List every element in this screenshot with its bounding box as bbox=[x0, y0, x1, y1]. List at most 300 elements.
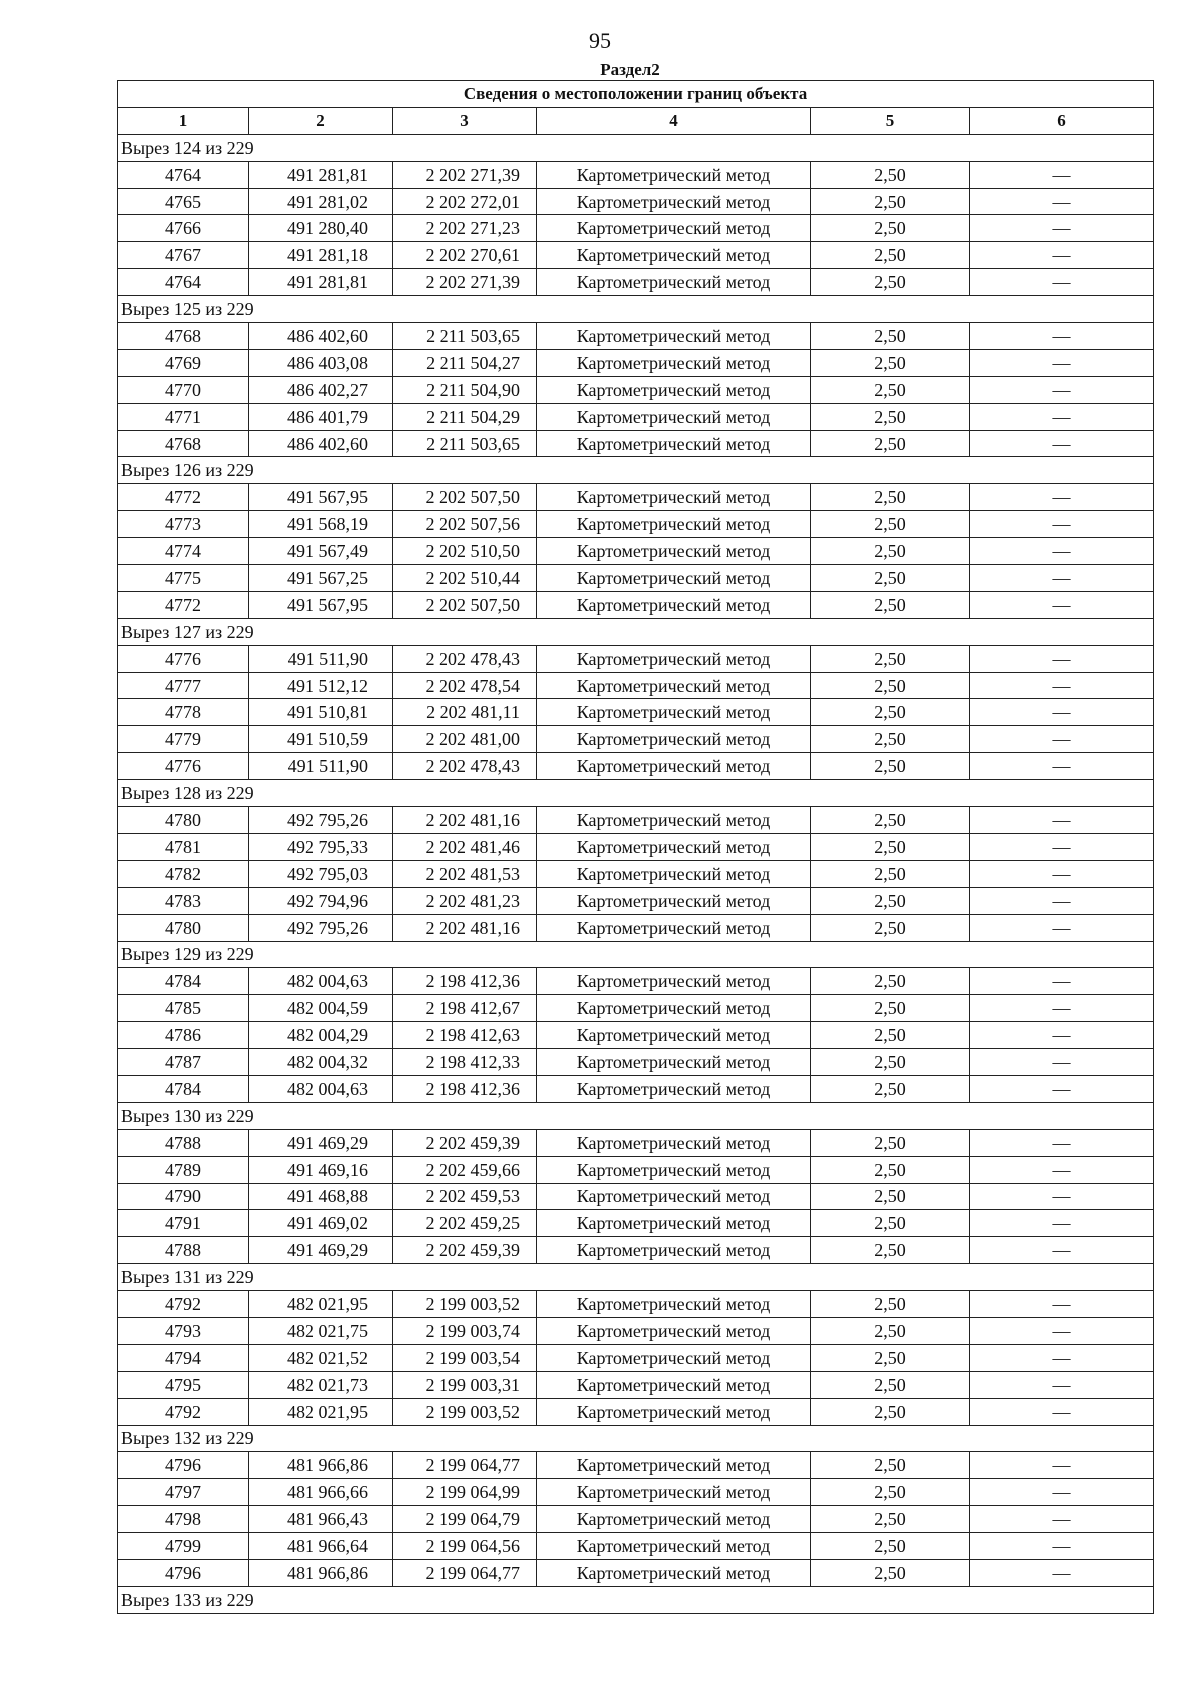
method-cell: Картометрический метод bbox=[537, 430, 811, 457]
point-number-cell: 4784 bbox=[118, 1075, 249, 1102]
accuracy-cell: 2,50 bbox=[811, 484, 970, 511]
point-number-cell: 4794 bbox=[118, 1344, 249, 1371]
table-row bbox=[118, 914, 1154, 941]
point-number-cell: 4764 bbox=[118, 269, 249, 296]
y-coordinate-cell: 2 202 271,39 bbox=[393, 269, 537, 296]
point-number-cell: 4779 bbox=[118, 726, 249, 753]
x-coordinate-cell: 491 512,12 bbox=[249, 672, 393, 699]
accuracy-cell: 2,50 bbox=[811, 726, 970, 753]
method-cell: Картометрический метод bbox=[537, 1210, 811, 1237]
x-coordinate-cell: 492 795,33 bbox=[249, 833, 393, 860]
y-coordinate-cell: 2 202 507,50 bbox=[393, 484, 537, 511]
x-coordinate-cell: 491 510,59 bbox=[249, 726, 393, 753]
accuracy-cell: 2,50 bbox=[811, 807, 970, 834]
x-coordinate-cell: 482 004,29 bbox=[249, 1022, 393, 1049]
section-title: Раздел2 bbox=[600, 60, 660, 79]
y-coordinate-cell: 2 198 412,33 bbox=[393, 1049, 537, 1076]
accuracy-cell: 2,50 bbox=[811, 242, 970, 269]
accuracy-cell: 2,50 bbox=[811, 376, 970, 403]
description-cell: — bbox=[970, 672, 1154, 699]
point-number-cell: 4796 bbox=[118, 1452, 249, 1479]
table-row bbox=[118, 833, 1154, 860]
table-row bbox=[118, 1317, 1154, 1344]
point-number-cell: 4765 bbox=[118, 188, 249, 215]
y-coordinate-cell: 2 199 003,52 bbox=[393, 1291, 537, 1318]
accuracy-cell: 2,50 bbox=[811, 1452, 970, 1479]
y-coordinate-cell: 2 202 481,23 bbox=[393, 887, 537, 914]
point-number-cell: 4764 bbox=[118, 161, 249, 188]
description-cell: — bbox=[970, 565, 1154, 592]
accuracy-cell: 2,50 bbox=[811, 188, 970, 215]
description-cell: — bbox=[970, 591, 1154, 618]
boundary-table bbox=[117, 80, 1154, 1614]
accuracy-cell: 2,50 bbox=[811, 1506, 970, 1533]
y-coordinate-cell: 2 211 503,65 bbox=[393, 430, 537, 457]
description-cell: — bbox=[970, 1371, 1154, 1398]
table-row bbox=[118, 1210, 1154, 1237]
table-row bbox=[118, 807, 1154, 834]
column-header-4: 4 bbox=[537, 107, 811, 134]
x-coordinate-cell: 491 281,18 bbox=[249, 242, 393, 269]
x-coordinate-cell: 482 004,63 bbox=[249, 1075, 393, 1102]
y-coordinate-cell: 2 199 064,56 bbox=[393, 1533, 537, 1560]
point-number-cell: 4783 bbox=[118, 887, 249, 914]
description-cell: — bbox=[970, 914, 1154, 941]
description-cell: — bbox=[970, 699, 1154, 726]
x-coordinate-cell: 491 469,02 bbox=[249, 1210, 393, 1237]
table-row bbox=[118, 349, 1154, 376]
table-row bbox=[118, 1237, 1154, 1264]
point-number-cell: 4797 bbox=[118, 1479, 249, 1506]
point-number-cell: 4798 bbox=[118, 1506, 249, 1533]
method-cell: Картометрический метод bbox=[537, 995, 811, 1022]
accuracy-cell: 2,50 bbox=[811, 1049, 970, 1076]
point-number-cell: 4776 bbox=[118, 753, 249, 780]
table-row bbox=[118, 269, 1154, 296]
point-number-cell: 4771 bbox=[118, 403, 249, 430]
method-cell: Картометрический метод bbox=[537, 1344, 811, 1371]
method-cell: Картометрический метод bbox=[537, 1452, 811, 1479]
y-coordinate-cell: 2 202 459,39 bbox=[393, 1129, 537, 1156]
method-cell: Картометрический метод bbox=[537, 1156, 811, 1183]
x-coordinate-cell: 491 469,16 bbox=[249, 1156, 393, 1183]
x-coordinate-cell: 492 795,26 bbox=[249, 807, 393, 834]
accuracy-cell: 2,50 bbox=[811, 995, 970, 1022]
table-row bbox=[118, 403, 1154, 430]
x-coordinate-cell: 486 402,60 bbox=[249, 323, 393, 350]
method-cell: Картометрический метод bbox=[537, 887, 811, 914]
y-coordinate-cell: 2 199 003,74 bbox=[393, 1317, 537, 1344]
point-number-cell: 4790 bbox=[118, 1183, 249, 1210]
accuracy-cell: 2,50 bbox=[811, 1317, 970, 1344]
point-number-cell: 4777 bbox=[118, 672, 249, 699]
group-label: Вырез 124 из 229 bbox=[118, 134, 1154, 161]
point-number-cell: 4793 bbox=[118, 1317, 249, 1344]
column-header-6: 6 bbox=[970, 107, 1154, 134]
x-coordinate-cell: 491 469,29 bbox=[249, 1237, 393, 1264]
point-number-cell: 4776 bbox=[118, 645, 249, 672]
description-cell: — bbox=[970, 215, 1154, 242]
y-coordinate-cell: 2 211 504,27 bbox=[393, 349, 537, 376]
point-number-cell: 4787 bbox=[118, 1049, 249, 1076]
x-coordinate-cell: 492 795,03 bbox=[249, 860, 393, 887]
table-body bbox=[118, 134, 1154, 1613]
x-coordinate-cell: 482 004,63 bbox=[249, 968, 393, 995]
description-cell: — bbox=[970, 1533, 1154, 1560]
point-number-cell: 4789 bbox=[118, 1156, 249, 1183]
accuracy-cell: 2,50 bbox=[811, 860, 970, 887]
method-cell: Картометрический метод bbox=[537, 753, 811, 780]
method-cell: Картометрический метод bbox=[537, 860, 811, 887]
description-cell: — bbox=[970, 1022, 1154, 1049]
y-coordinate-cell: 2 198 412,36 bbox=[393, 1075, 537, 1102]
table-row bbox=[118, 1559, 1154, 1586]
table-row bbox=[118, 645, 1154, 672]
accuracy-cell: 2,50 bbox=[811, 269, 970, 296]
accuracy-cell: 2,50 bbox=[811, 887, 970, 914]
group-header-row bbox=[118, 457, 1154, 484]
description-cell: — bbox=[970, 269, 1154, 296]
point-number-cell: 4780 bbox=[118, 914, 249, 941]
point-number-cell: 4781 bbox=[118, 833, 249, 860]
description-cell: — bbox=[970, 376, 1154, 403]
method-cell: Картометрический метод bbox=[537, 1291, 811, 1318]
description-cell: — bbox=[970, 1075, 1154, 1102]
method-cell: Картометрический метод bbox=[537, 1533, 811, 1560]
table-row bbox=[118, 538, 1154, 565]
y-coordinate-cell: 2 211 503,65 bbox=[393, 323, 537, 350]
x-coordinate-cell: 491 567,25 bbox=[249, 565, 393, 592]
x-coordinate-cell: 491 567,95 bbox=[249, 484, 393, 511]
y-coordinate-cell: 2 202 507,56 bbox=[393, 511, 537, 538]
accuracy-cell: 2,50 bbox=[811, 914, 970, 941]
description-cell: — bbox=[970, 968, 1154, 995]
method-cell: Картометрический метод bbox=[537, 591, 811, 618]
x-coordinate-cell: 491 511,90 bbox=[249, 645, 393, 672]
y-coordinate-cell: 2 199 064,77 bbox=[393, 1559, 537, 1586]
y-coordinate-cell: 2 198 412,67 bbox=[393, 995, 537, 1022]
point-number-cell: 4799 bbox=[118, 1533, 249, 1560]
accuracy-cell: 2,50 bbox=[811, 403, 970, 430]
point-number-cell: 4784 bbox=[118, 968, 249, 995]
table-row bbox=[118, 1506, 1154, 1533]
accuracy-cell: 2,50 bbox=[811, 672, 970, 699]
table-row bbox=[118, 1371, 1154, 1398]
x-coordinate-cell: 486 402,60 bbox=[249, 430, 393, 457]
method-cell: Картометрический метод bbox=[537, 1049, 811, 1076]
group-label: Вырез 126 из 229 bbox=[118, 457, 1154, 484]
method-cell: Картометрический метод bbox=[537, 1183, 811, 1210]
table-row bbox=[118, 591, 1154, 618]
description-cell: — bbox=[970, 807, 1154, 834]
accuracy-cell: 2,50 bbox=[811, 1479, 970, 1506]
group-header-row bbox=[118, 1264, 1154, 1291]
x-coordinate-cell: 482 021,95 bbox=[249, 1398, 393, 1425]
point-number-cell: 4774 bbox=[118, 538, 249, 565]
x-coordinate-cell: 491 281,81 bbox=[249, 269, 393, 296]
method-cell: Картометрический метод bbox=[537, 161, 811, 188]
point-number-cell: 4788 bbox=[118, 1129, 249, 1156]
description-cell: — bbox=[970, 1049, 1154, 1076]
column-header-1: 1 bbox=[118, 107, 249, 134]
description-cell: — bbox=[970, 161, 1154, 188]
method-cell: Картометрический метод bbox=[537, 1559, 811, 1586]
table-row bbox=[118, 1129, 1154, 1156]
group-header-row bbox=[118, 1425, 1154, 1452]
x-coordinate-cell: 481 966,43 bbox=[249, 1506, 393, 1533]
table-row bbox=[118, 1075, 1154, 1102]
x-coordinate-cell: 482 021,52 bbox=[249, 1344, 393, 1371]
description-cell: — bbox=[970, 833, 1154, 860]
table-row bbox=[118, 511, 1154, 538]
method-cell: Картометрический метод bbox=[537, 484, 811, 511]
description-cell: — bbox=[970, 860, 1154, 887]
method-cell: Картометрический метод bbox=[537, 376, 811, 403]
description-cell: — bbox=[970, 1398, 1154, 1425]
y-coordinate-cell: 2 202 478,43 bbox=[393, 753, 537, 780]
table-row bbox=[118, 887, 1154, 914]
description-cell: — bbox=[970, 645, 1154, 672]
x-coordinate-cell: 491 511,90 bbox=[249, 753, 393, 780]
method-cell: Картометрический метод bbox=[537, 269, 811, 296]
accuracy-cell: 2,50 bbox=[811, 1075, 970, 1102]
x-coordinate-cell: 481 966,86 bbox=[249, 1452, 393, 1479]
group-label: Вырез 133 из 229 bbox=[118, 1586, 1154, 1613]
point-number-cell: 4782 bbox=[118, 860, 249, 887]
y-coordinate-cell: 2 202 478,54 bbox=[393, 672, 537, 699]
accuracy-cell: 2,50 bbox=[811, 1022, 970, 1049]
table-row bbox=[118, 1452, 1154, 1479]
y-coordinate-cell: 2 198 412,63 bbox=[393, 1022, 537, 1049]
y-coordinate-cell: 2 202 481,16 bbox=[393, 914, 537, 941]
accuracy-cell: 2,50 bbox=[811, 323, 970, 350]
table-row bbox=[118, 860, 1154, 887]
x-coordinate-cell: 491 567,49 bbox=[249, 538, 393, 565]
description-cell: — bbox=[970, 403, 1154, 430]
y-coordinate-cell: 2 198 412,36 bbox=[393, 968, 537, 995]
description-cell: — bbox=[970, 995, 1154, 1022]
accuracy-cell: 2,50 bbox=[811, 1183, 970, 1210]
table-row bbox=[118, 995, 1154, 1022]
accuracy-cell: 2,50 bbox=[811, 1291, 970, 1318]
description-cell: — bbox=[970, 1183, 1154, 1210]
table-head bbox=[118, 81, 1154, 135]
group-header-row bbox=[118, 1586, 1154, 1613]
x-coordinate-cell: 491 468,88 bbox=[249, 1183, 393, 1210]
accuracy-cell: 2,50 bbox=[811, 1344, 970, 1371]
y-coordinate-cell: 2 202 507,50 bbox=[393, 591, 537, 618]
y-coordinate-cell: 2 202 510,44 bbox=[393, 565, 537, 592]
y-coordinate-cell: 2 202 272,01 bbox=[393, 188, 537, 215]
accuracy-cell: 2,50 bbox=[811, 1237, 970, 1264]
method-cell: Картометрический метод bbox=[537, 807, 811, 834]
method-cell: Картометрический метод bbox=[537, 1022, 811, 1049]
description-cell: — bbox=[970, 242, 1154, 269]
x-coordinate-cell: 481 966,86 bbox=[249, 1559, 393, 1586]
point-number-cell: 4778 bbox=[118, 699, 249, 726]
accuracy-cell: 2,50 bbox=[811, 1210, 970, 1237]
group-header-row bbox=[118, 296, 1154, 323]
accuracy-cell: 2,50 bbox=[811, 699, 970, 726]
accuracy-cell: 2,50 bbox=[811, 430, 970, 457]
point-number-cell: 4796 bbox=[118, 1559, 249, 1586]
description-cell: — bbox=[970, 1210, 1154, 1237]
description-cell: — bbox=[970, 887, 1154, 914]
point-number-cell: 4792 bbox=[118, 1291, 249, 1318]
point-number-cell: 4791 bbox=[118, 1210, 249, 1237]
point-number-cell: 4768 bbox=[118, 430, 249, 457]
table-row bbox=[118, 1291, 1154, 1318]
accuracy-cell: 2,50 bbox=[811, 538, 970, 565]
x-coordinate-cell: 486 401,79 bbox=[249, 403, 393, 430]
table-row bbox=[118, 1183, 1154, 1210]
table-row bbox=[118, 699, 1154, 726]
accuracy-cell: 2,50 bbox=[811, 645, 970, 672]
method-cell: Картометрический метод bbox=[537, 1075, 811, 1102]
accuracy-cell: 2,50 bbox=[811, 833, 970, 860]
method-cell: Картометрический метод bbox=[537, 1317, 811, 1344]
table-row bbox=[118, 968, 1154, 995]
column-header-3: 3 bbox=[393, 107, 537, 134]
point-number-cell: 4786 bbox=[118, 1022, 249, 1049]
method-cell: Картометрический метод bbox=[537, 645, 811, 672]
method-cell: Картометрический метод bbox=[537, 242, 811, 269]
table-row bbox=[118, 1344, 1154, 1371]
y-coordinate-cell: 2 202 459,39 bbox=[393, 1237, 537, 1264]
group-label: Вырез 131 из 229 bbox=[118, 1264, 1154, 1291]
table-row bbox=[118, 1398, 1154, 1425]
method-cell: Картометрический метод bbox=[537, 511, 811, 538]
accuracy-cell: 2,50 bbox=[811, 591, 970, 618]
accuracy-cell: 2,50 bbox=[811, 1398, 970, 1425]
y-coordinate-cell: 2 202 459,66 bbox=[393, 1156, 537, 1183]
column-header-5: 5 bbox=[811, 107, 970, 134]
point-number-cell: 4767 bbox=[118, 242, 249, 269]
accuracy-cell: 2,50 bbox=[811, 1559, 970, 1586]
group-header-row bbox=[118, 618, 1154, 645]
method-cell: Картометрический метод bbox=[537, 968, 811, 995]
description-cell: — bbox=[970, 1129, 1154, 1156]
table-row bbox=[118, 215, 1154, 242]
x-coordinate-cell: 491 469,29 bbox=[249, 1129, 393, 1156]
method-cell: Картометрический метод bbox=[537, 349, 811, 376]
y-coordinate-cell: 2 202 481,16 bbox=[393, 807, 537, 834]
point-number-cell: 4795 bbox=[118, 1371, 249, 1398]
table-row bbox=[118, 484, 1154, 511]
method-cell: Картометрический метод bbox=[537, 1506, 811, 1533]
point-number-cell: 4775 bbox=[118, 565, 249, 592]
accuracy-cell: 2,50 bbox=[811, 753, 970, 780]
method-cell: Картометрический метод bbox=[537, 726, 811, 753]
method-cell: Картометрический метод bbox=[537, 672, 811, 699]
table-row bbox=[118, 1533, 1154, 1560]
method-cell: Картометрический метод bbox=[537, 699, 811, 726]
point-number-cell: 4769 bbox=[118, 349, 249, 376]
description-cell: — bbox=[970, 1506, 1154, 1533]
method-cell: Картометрический метод bbox=[537, 1129, 811, 1156]
y-coordinate-cell: 2 199 064,77 bbox=[393, 1452, 537, 1479]
point-number-cell: 4766 bbox=[118, 215, 249, 242]
y-coordinate-cell: 2 202 271,39 bbox=[393, 161, 537, 188]
group-header-row bbox=[118, 780, 1154, 807]
description-cell: — bbox=[970, 511, 1154, 538]
y-coordinate-cell: 2 202 271,23 bbox=[393, 215, 537, 242]
x-coordinate-cell: 491 510,81 bbox=[249, 699, 393, 726]
point-number-cell: 4792 bbox=[118, 1398, 249, 1425]
table-row bbox=[118, 1156, 1154, 1183]
accuracy-cell: 2,50 bbox=[811, 1156, 970, 1183]
accuracy-cell: 2,50 bbox=[811, 349, 970, 376]
y-coordinate-cell: 2 202 270,61 bbox=[393, 242, 537, 269]
group-header-row bbox=[118, 1102, 1154, 1129]
table-row bbox=[118, 188, 1154, 215]
table-row bbox=[118, 242, 1154, 269]
description-cell: — bbox=[970, 753, 1154, 780]
y-coordinate-cell: 2 202 459,53 bbox=[393, 1183, 537, 1210]
x-coordinate-cell: 482 004,59 bbox=[249, 995, 393, 1022]
y-coordinate-cell: 2 202 481,46 bbox=[393, 833, 537, 860]
table-row bbox=[118, 565, 1154, 592]
table-row bbox=[118, 1022, 1154, 1049]
table-row bbox=[118, 323, 1154, 350]
y-coordinate-cell: 2 202 478,43 bbox=[393, 645, 537, 672]
y-coordinate-cell: 2 199 003,31 bbox=[393, 1371, 537, 1398]
x-coordinate-cell: 492 795,26 bbox=[249, 914, 393, 941]
x-coordinate-cell: 486 403,08 bbox=[249, 349, 393, 376]
y-coordinate-cell: 2 199 064,79 bbox=[393, 1506, 537, 1533]
point-number-cell: 4780 bbox=[118, 807, 249, 834]
x-coordinate-cell: 486 402,27 bbox=[249, 376, 393, 403]
y-coordinate-cell: 2 211 504,90 bbox=[393, 376, 537, 403]
x-coordinate-cell: 482 004,32 bbox=[249, 1049, 393, 1076]
accuracy-cell: 2,50 bbox=[811, 161, 970, 188]
x-coordinate-cell: 492 794,96 bbox=[249, 887, 393, 914]
accuracy-cell: 2,50 bbox=[811, 968, 970, 995]
method-cell: Картометрический метод bbox=[537, 403, 811, 430]
group-label: Вырез 127 из 229 bbox=[118, 618, 1154, 645]
y-coordinate-cell: 2 199 064,99 bbox=[393, 1479, 537, 1506]
group-label: Вырез 132 из 229 bbox=[118, 1425, 1154, 1452]
method-cell: Картометрический метод bbox=[537, 1479, 811, 1506]
y-coordinate-cell: 2 211 504,29 bbox=[393, 403, 537, 430]
y-coordinate-cell: 2 202 481,53 bbox=[393, 860, 537, 887]
description-cell: — bbox=[970, 188, 1154, 215]
method-cell: Картометрический метод bbox=[537, 538, 811, 565]
description-cell: — bbox=[970, 726, 1154, 753]
x-coordinate-cell: 481 966,66 bbox=[249, 1479, 393, 1506]
point-number-cell: 4770 bbox=[118, 376, 249, 403]
table-row bbox=[118, 753, 1154, 780]
x-coordinate-cell: 491 281,02 bbox=[249, 188, 393, 215]
column-header-2: 2 bbox=[249, 107, 393, 134]
point-number-cell: 4772 bbox=[118, 484, 249, 511]
x-coordinate-cell: 482 021,95 bbox=[249, 1291, 393, 1318]
x-coordinate-cell: 481 966,64 bbox=[249, 1533, 393, 1560]
point-number-cell: 4788 bbox=[118, 1237, 249, 1264]
description-cell: — bbox=[970, 1479, 1154, 1506]
method-cell: Картометрический метод bbox=[537, 1371, 811, 1398]
x-coordinate-cell: 491 568,19 bbox=[249, 511, 393, 538]
description-cell: — bbox=[970, 1317, 1154, 1344]
table-row bbox=[118, 1479, 1154, 1506]
x-coordinate-cell: 482 021,75 bbox=[249, 1317, 393, 1344]
group-label: Вырез 125 из 229 bbox=[118, 296, 1154, 323]
group-label: Вырез 128 из 229 bbox=[118, 780, 1154, 807]
method-cell: Картометрический метод bbox=[537, 914, 811, 941]
y-coordinate-cell: 2 202 510,50 bbox=[393, 538, 537, 565]
y-coordinate-cell: 2 199 003,54 bbox=[393, 1344, 537, 1371]
method-cell: Картометрический метод bbox=[537, 565, 811, 592]
